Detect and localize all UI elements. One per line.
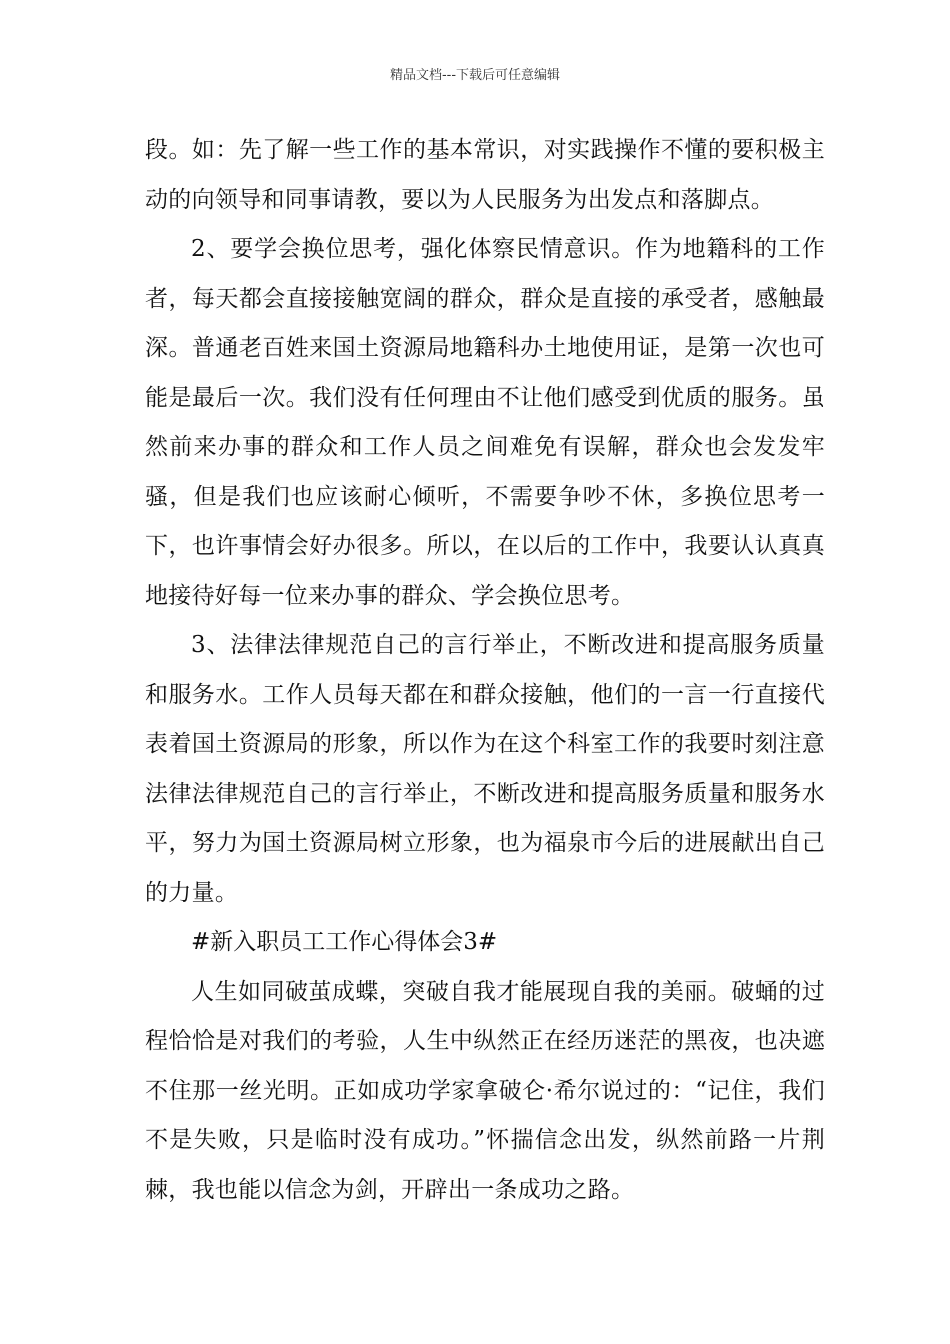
page-header: 精品文档---下载后可任意编辑 (389, 68, 561, 83)
paragraph-intro: 人生如同破茧成蝶，突破自我才能展现自我的美丽。破蛹的过程恰恰是对我们的考验，人生中纵然正在经历迷茫的黑夜，也决遮不住那一丝光明。正如成功学家拿破仑·希尔说过的：“记住，我们不是失败，只是临时没有成功。”怀揣信念出发，纵然前路一片荆棘，我也能以信念为剑，开辟出一条成功之路。 (145, 978, 825, 1203)
paragraph-point-3: 3、法律法律规范自己的言行举止，不断改进和提高服务质量和服务水。工作人员每天都在和群众接触，他们的一言一行直接代表着国土资源局的形象，所以作为在这个科室工作的我要时刻注意法律法律规范自己的言行举止，不断改进和提高服务质量和服务水平，努力为国土资源局树立形象，也为福泉市今后的进展献出自己的力量。 (145, 632, 825, 906)
paragraph-point-2: 2、要学会换位思考，强化体察民情意识。作为地籍科的工作者，每天都会直接接触宽阔的群众，群众是直接的承受者，感触最深。普通老百姓来国土资源局地籍科办土地使用证，是第一次也可能是最后一次。我们没有任何理由不让他们感受到优质的服务。虽然前来办事的群众和工作人员之间难免有误解，群众也会发发牢骚，但是我们也应该耐心倾听，不需要争吵不休，多换位思考一下，也许事情会好办很多。所以，在以后的工作中，我要认认真真地接待好每一位来办事的群众、学会换位思考。 (145, 236, 825, 609)
paragraph-continuation: 段。如：先了解一些工作的基本常识，对实践操作不懂的要积极主动的向领导和同事请教，要以为人民服务为出发点和落脚点。 (145, 137, 825, 213)
document-body (145, 126, 825, 1215)
section-heading: #新入职员工工作心得体会3# (191, 929, 498, 955)
